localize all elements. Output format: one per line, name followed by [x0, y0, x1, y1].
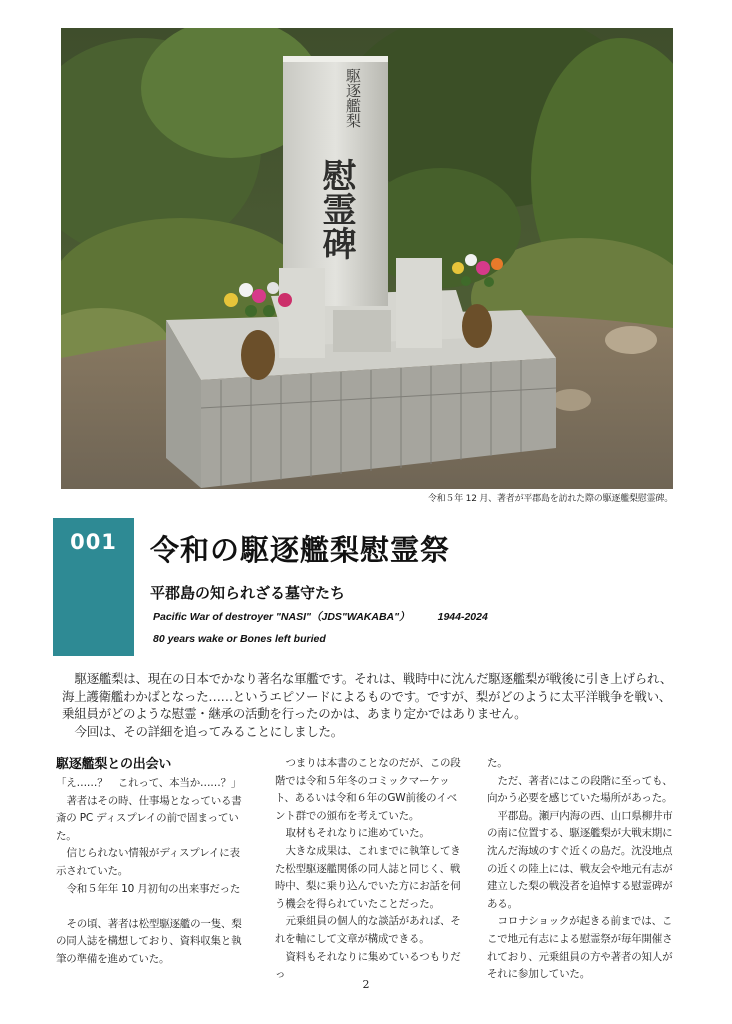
- monument-inscription-large: 慰霊碑: [316, 158, 356, 260]
- body-paragraph: 資料もそれなりに集めているつもりだっ: [275, 950, 461, 981]
- body-paragraph: 著者はその時、仕事場となっている書斎の PC ディスプレイの前で固まっていた。: [56, 794, 242, 842]
- blank-line: [56, 898, 248, 916]
- chapter-number-box: [53, 518, 134, 656]
- body-paragraph: つまりは本書のことなのだが、この段階では令和５年冬のコミックマーケット、あるいは令和６年のGW前後のイベント群での頒布を考えていた。: [275, 757, 461, 822]
- english-title: Pacific War of destroyer "NASI"（JDS"WAKABA"）: [153, 611, 410, 623]
- section-heading: 駆逐艦梨との出会い: [56, 757, 172, 772]
- monument-inscription-small: 駆逐艦梨: [344, 68, 362, 128]
- body-paragraph: コロナショックが起きる前までは、ここで地元有志による慰霊祭が毎年開催されており、元乗組員の方や著者の知人がそれに参加していた。: [487, 915, 673, 981]
- body-paragraph: 元乗組員の個人的な談話があれば、それを軸にして文章が構成できる。: [275, 915, 461, 945]
- body-column-2: [275, 755, 467, 984]
- body-column-3: [487, 755, 679, 984]
- memorial-photo: [61, 28, 673, 489]
- chapter-title: 令和の駆逐艦梨慰霊祭: [150, 533, 451, 567]
- body-paragraph: 平郡島。瀬戸内海の西、山口県柳井市の南に位置する、駆逐艦梨が大戦末期に沈んだ海域のすぐ近くの島だ。沈没地点の近くの陸上には、戦友会や地元有志が建立した梨の戦没者を追悼する慰霊碑がある。: [487, 809, 673, 910]
- chapter-subtitle: 平郡島の知られざる墓守たち: [150, 584, 346, 602]
- body-paragraph: 令和５年年 10 月初旬の出来事だった: [66, 882, 241, 895]
- photo-caption: 令和５年 12 月、著者が平郡島を訪れた際の駆逐艦梨慰霊碑。: [427, 494, 673, 504]
- intro-paragraph: 駆逐艦梨は、現在の日本でかなり著名な軍艦です。それは、戦時中に沈んだ駆逐艦梨が戦後に引き上げられ、海上護衛艦わかばとなった……というエピソードによるものです。ですが、梨がどのように太平洋戦争を戦い、乗組員がどのような慰霊・継承の活動を行ったのかは、あまり定かではありません。: [62, 671, 673, 721]
- body-paragraph: 大きな成果は、これまでに執筆してきた松型駆逐艦関係の同人誌と同じく、戦時中、梨に乗り込んでいた方にお話を伺う機会を得られていたことだった。: [275, 844, 461, 910]
- body-paragraph: その頃、著者は松型駆逐艦の一隻、梨の同人誌を構想しており、資料収集と執筆の準備を進めていた。: [56, 917, 242, 965]
- body-paragraph-continuation: た。: [487, 757, 508, 769]
- body-column-1: [56, 755, 248, 969]
- body-paragraph: 「え……？ これって、本当か……？」: [56, 777, 242, 789]
- english-years: 1944-2024: [437, 611, 488, 623]
- body-paragraph: ただ、著者にはこの段階に至っても、向かう必要を感じていた場所があった。: [487, 774, 673, 805]
- intro-paragraph: 今回は、その詳細を追ってみることにしました。: [74, 723, 343, 739]
- body-paragraph: 信じられない情報がディスプレイに表示されていた。: [56, 847, 240, 877]
- intro-text: [62, 670, 680, 740]
- body-paragraph: 取材もそれなりに進めていた。: [285, 827, 430, 840]
- english-subtitle-line1: [153, 609, 488, 624]
- chapter-number: 001: [70, 530, 117, 554]
- english-subtitle-line2: 80 years wake or Bones left buried: [153, 633, 326, 645]
- page-number: 2: [362, 978, 370, 991]
